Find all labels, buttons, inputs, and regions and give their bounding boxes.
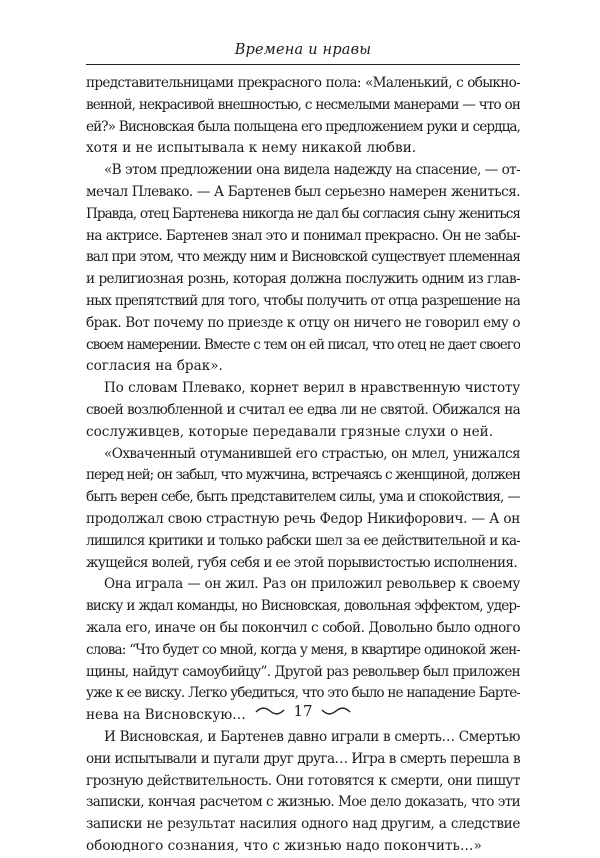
text-line: жущейся волей, губя себя и ее этой порывистостью исполнения. — [86, 554, 517, 571]
text-line: «В этом предложении она видела надежду на спасение, — от- — [104, 162, 520, 179]
text-line: лишился критики и только рабски шел за ее действительной и ка- — [86, 532, 520, 549]
text-line: записки, кончая расчетом с жизнью. Мое дело доказать, что эти — [86, 794, 520, 811]
text-line: слова: “Что будет со мной, когда у меня, в квартире одинокой жен- — [86, 641, 520, 658]
header-rule — [86, 64, 520, 65]
text-line: обоюдного сознания, что с жизнью надо покончить…» — [86, 837, 482, 854]
text-line: хотя и не испытывала к нему никакой любви. — [86, 140, 417, 157]
text-line: «Охваченный отуманившей его страстью, он млел, унижался — [104, 445, 520, 462]
text-line: венной, некрасивой внешностью, с несмелыми манерами — что он — [86, 96, 520, 113]
text-line: ных препятствий для того, чтобы получить от отца разрешение на — [86, 292, 520, 309]
text-line: продолжал свою страстную речь Федор Никифорович. — А он — [86, 510, 520, 527]
text-line: представительницами прекрасного пола: «Маленький, с обыкно- — [86, 75, 520, 91]
text-line: записки не результат насилия одного над другим, а следствие — [86, 816, 520, 833]
text-line: мечал Плевако. — А Бартенев был серьезно намерен жениться. — [86, 183, 520, 200]
text-line: сослуживцев, которые передавали грязные слухи о ней. — [86, 423, 494, 440]
text-line: Правда, отец Бартенева никогда не дал бы согласия сыну жениться — [86, 205, 520, 222]
text-line: на актрисе. Бартенев знал это и понимал прекрасно. Он не забы- — [86, 227, 520, 244]
text-line: согласия на брак». — [86, 358, 223, 375]
text-line: своем намерении. Вместе с тем он ей писал, что отец не дает своего — [86, 336, 520, 353]
text-line: нева на Висновскую… — [86, 707, 246, 724]
running-header — [86, 40, 520, 60]
page-number-footer — [86, 700, 520, 721]
text-line: ей?» Висновская была польщена его предложением руки и сердца, — [86, 118, 520, 135]
body-text — [86, 73, 520, 858]
text-line: Она играла — он жил. Раз он приложил револьвер к своему — [104, 576, 520, 593]
text-line: уже к ее виску. Легко убедиться, что это было не нападение Барте- — [86, 685, 520, 702]
text-line: и религиозная рознь, которая должна послужить одним из глав- — [86, 271, 520, 288]
text-line: быть верен себе, быть представителем силы, ума и спокойствия, — — [86, 489, 520, 506]
text-line: перед ней; он забыл, что мужчина, встречаясь с женщиной, должен — [86, 467, 520, 484]
text-line: брак. Вот почему по приезде к отцу он ничего не говорил ему о — [86, 314, 520, 331]
text-line: своей возлюбленной и считал ее едва ли не святой. Обижался на — [86, 401, 520, 418]
text-line: они испытывали и пугали друг друга… Игра в смерть перешла в — [86, 750, 520, 767]
text-line: жала его, иначе он бы покончил с собой. Довольно было одного — [86, 619, 520, 636]
text-line: И Висновская, и Бартенев давно играли в смерть… Смертью — [104, 728, 520, 745]
text-line: виску и ждал команды, но Висновская, довольная эффектом, удер- — [86, 598, 520, 615]
left-swash-ornament — [255, 706, 285, 716]
page-number: 17 — [293, 702, 313, 720]
running-header-title: Времена и нравы — [234, 42, 372, 58]
text-line: щины, найдут самоубийцу”. Другой раз револьвер был приложен — [86, 663, 520, 680]
right-swash-ornament — [321, 706, 351, 716]
text-line: грозную действительность. Они готовятся к смерти, они пишут — [86, 772, 520, 789]
text-line: вал при этом, что между ним и Висновской существует племенная — [86, 249, 520, 266]
text-line: По словам Плевако, корнет верил в нравственную чистоту — [104, 380, 520, 397]
